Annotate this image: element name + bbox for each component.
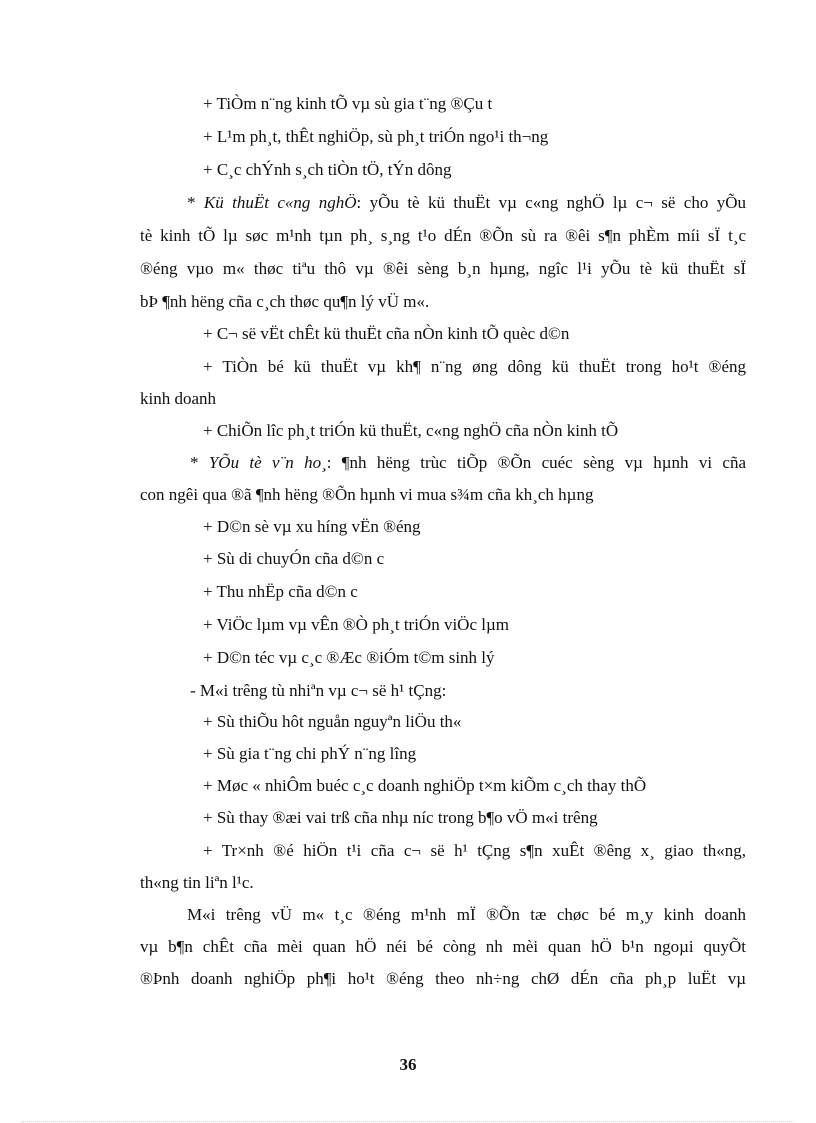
text-line: tè kinh tÕ lµ søc m¹nh tµn ph¸ s¸ng t¹o dÉn ®Õn sù ra ®êi s¶n phÈm míi sÏ t¸c [140, 226, 746, 245]
paragraph-line: ®Þnh doanh nghiÖp ph¶i ho¹t ®éng theo nh÷ng chØ dÉn cña ph¸p luËt vµ [140, 969, 746, 988]
text-line: + C¸c chÝnh s¸ch tiÒn tÖ, tÝn dông [203, 160, 452, 179]
text-line: bÞ ¶nh hëng cña c¸ch thøc qu¶n lý vÜ m«. [140, 292, 430, 311]
section-title: YÕu tè v¨n ho¸ [208, 453, 327, 472]
text-line: + TiÒn bé kü thuËt vµ kh¶ n¨ng øng dông kü thuËt trong ho¹t ®éng [203, 357, 746, 376]
text-line: + Møc « nhiÔm buéc c¸c doanh nghiÖp t×m kiÕm c¸ch thay thÕ [203, 776, 647, 795]
text-line: th«ng tin liªn l¹c. [140, 873, 254, 892]
text-line: + C¬ së vËt chÊt kü thuËt cña nÒn kinh tÕ quèc d©n [203, 324, 570, 343]
page-number: 36 [399, 1055, 417, 1074]
section-text: : yÕu tè kü thuËt vµ c«ng nghÖ lµ c¬ së cho yÕu [356, 193, 747, 212]
section-title: Kü thuËt c«ng nghÖ [203, 193, 357, 212]
text-line: + D©n téc vµ c¸c ®Æc ®iÓm t©m sinh lý [203, 648, 495, 667]
text-line: + Sù gia t¨ng chi phÝ n¨ng lîng [203, 744, 417, 763]
text-line: + Thu nhËp cña d©n c [203, 582, 358, 601]
text-line: + Sù di chuyÓn cña d©n c [203, 549, 385, 568]
section-heading-culture [190, 453, 746, 473]
text-line: + Tr×nh ®é hiÖn t¹i cña c¬ së h¹ tÇng s¶n xuÊt ®êng x¸ giao th«ng, [203, 841, 746, 860]
text-line: + ViÖc lµm vµ vÊn ®Ò ph¸t triÓn viÖc lµm [203, 615, 509, 634]
text-line: + ChiÕn lîc ph¸t triÓn kü thuËt, c«ng nghÖ cña nÒn kinh tÕ [203, 421, 619, 440]
section-text: : ¶nh hëng trùc tiÕp ®Õn cuéc sèng vµ hµnh vi cña [326, 453, 746, 472]
text-line: + D©n sè vµ xu híng vËn ®éng [203, 517, 421, 536]
text-line: kinh doanh [140, 389, 217, 408]
bullet-marker: * [190, 453, 209, 472]
text-line: con ngêi qua ®ã ¶nh hëng ®Õn hµnh vi mua s¾m cña kh¸ch hµng [140, 485, 594, 504]
paragraph-line: vµ b¶n chÊt cña mèi quan hÖ néi bé còng nh mèi quan hÖ b¹n ngoµi quyÕt [140, 937, 746, 956]
text-line: + L¹m ph¸t, thÊt nghiÖp, sù ph¸t triÓn ngo¹i th¬ng [203, 127, 549, 146]
text-line: + TiÒm n¨ng kinh tÕ vµ sù gia t¨ng ®Çu t [203, 94, 493, 113]
footer-divider [22, 1121, 794, 1122]
text-line: + Sù thiÕu hôt nguån nguyªn liÖu th« [203, 712, 462, 731]
bullet-marker: * [187, 193, 204, 212]
section-heading-technology [187, 193, 746, 213]
text-line: ®éng vµo m« thøc tiªu thô vµ ®êi sèng b¸n hµng, ngîc l¹i yÕu tè kü thuËt sÏ [140, 259, 746, 278]
text-line: + Sù thay ®æi vai trß cña nhµ níc trong b¶o vÖ m«i trêng [203, 808, 598, 827]
paragraph-line: M«i trêng vÜ m« t¸c ®éng m¹nh mÏ ®Õn tæ chøc bé m¸y kinh doanh [187, 905, 746, 924]
subsection-heading: - M«i trêng tù nhiªn vµ c¬ së h¹ tÇng: [190, 681, 447, 700]
